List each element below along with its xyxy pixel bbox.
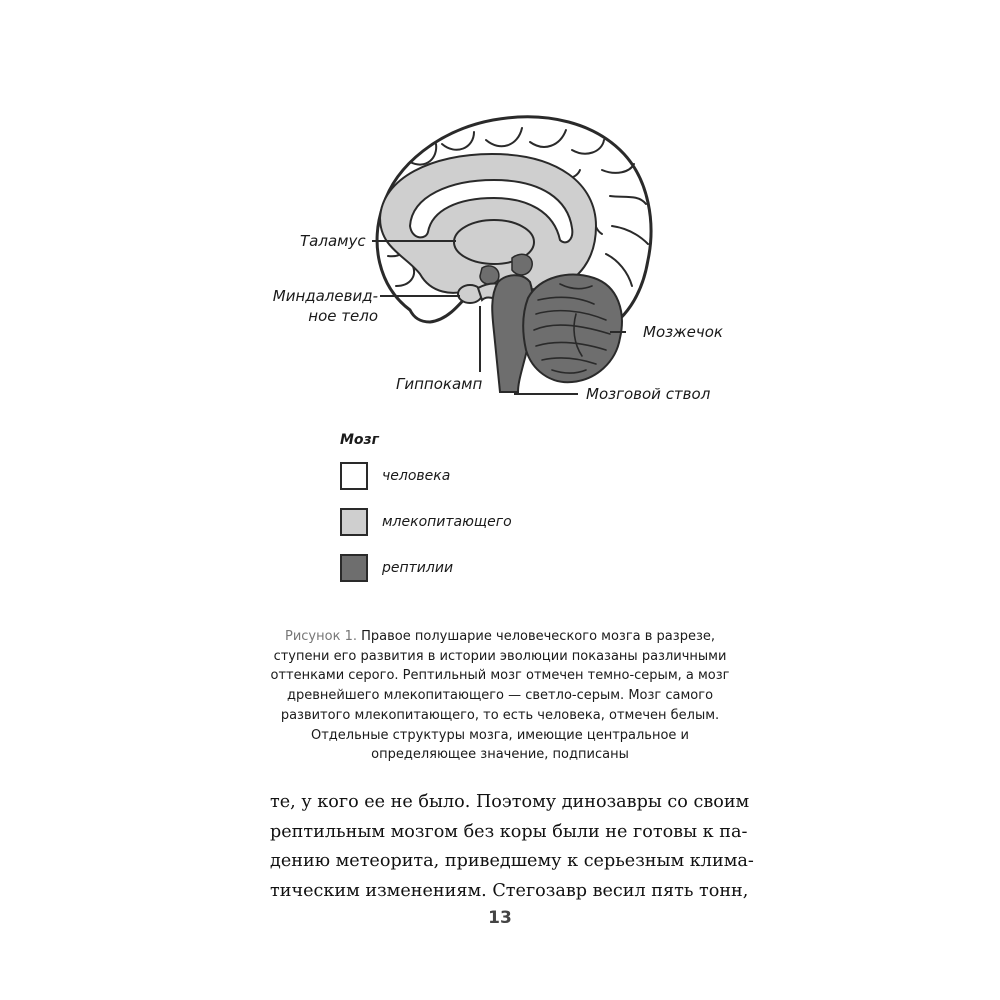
legend-title: Мозг bbox=[340, 432, 379, 448]
legend-label: рептилии bbox=[382, 560, 454, 576]
legend-label: млекопитающего bbox=[382, 514, 512, 530]
body-line: те, у кого ее не было. Поэтому динозавры со своим bbox=[270, 792, 750, 812]
body-line: дению метеорита, приведшему к серьезным клима- bbox=[270, 851, 754, 871]
legend-swatch-white bbox=[340, 462, 368, 490]
body-text bbox=[270, 788, 754, 906]
legend-item-mammal bbox=[340, 508, 640, 538]
midbrain-detail bbox=[512, 254, 532, 275]
brain-illustration bbox=[260, 100, 740, 420]
legend bbox=[340, 432, 640, 600]
brain-diagram bbox=[260, 100, 740, 420]
legend-item-human bbox=[340, 462, 640, 492]
legend-swatch-dark-gray bbox=[340, 554, 368, 582]
label-amygdala bbox=[260, 286, 378, 326]
caption-text: Правое полушарие человеческого мозга в разрезе, ступени его развития в истории эволюции показаны различными оттенками серого. Рептильный мозг отмечен темно-серым, а мозг древнейшего млекопитающего — светло-серым. Мозг самого развитого млекопитающего, то есть человека, отмечен белым. Отдельные структуры мозга, имеющие центральное и определяющее значение, подписаны bbox=[270, 629, 730, 763]
legend-label: человека bbox=[382, 468, 451, 484]
label-amygdala-line2: ное тело bbox=[308, 307, 378, 325]
label-brainstem: Мозговой ствол bbox=[586, 385, 711, 403]
label-amygdala-line1: Миндалевид- bbox=[272, 287, 378, 305]
body-line: тическим изменениям. Стегозавр весил пять тонн, bbox=[270, 880, 749, 901]
legend-swatch-light-gray bbox=[340, 508, 368, 536]
legend-item-reptile bbox=[340, 554, 640, 584]
label-hippocampus: Гиппокамп bbox=[396, 375, 483, 393]
hypothalamus-detail bbox=[480, 266, 499, 284]
caption-lead: Рисунок 1. bbox=[285, 629, 357, 644]
figure-caption bbox=[270, 627, 730, 765]
label-thalamus: Таламус bbox=[300, 232, 366, 250]
label-cerebellum: Мозжечок bbox=[643, 323, 723, 341]
body-line: рептильным мозгом без коры были не готовы к па- bbox=[270, 821, 748, 842]
page-number: 13 bbox=[488, 908, 512, 928]
